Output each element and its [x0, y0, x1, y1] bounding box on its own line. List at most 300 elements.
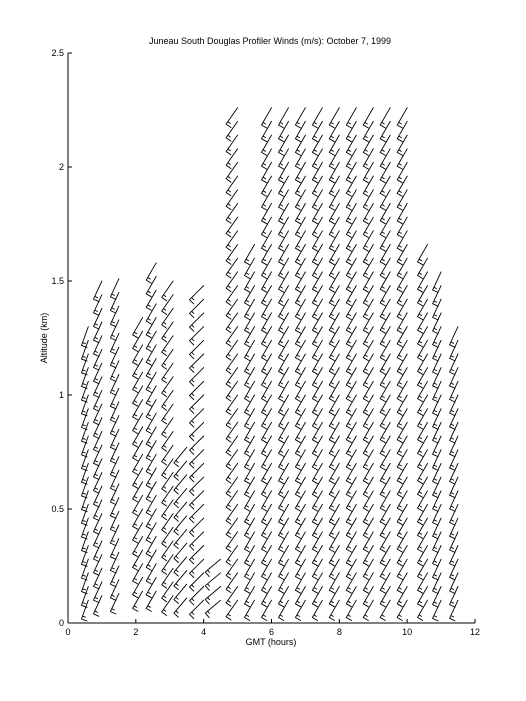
wind-barb	[295, 573, 305, 593]
wind-barb	[295, 450, 305, 470]
y-tick-label: 1.5	[51, 276, 64, 286]
wind-barb	[312, 327, 322, 347]
wind-barb	[380, 450, 390, 470]
wind-barb	[397, 340, 407, 360]
wind-barb	[146, 400, 156, 420]
wind-barb	[262, 504, 272, 524]
wind-barb	[262, 368, 272, 388]
y-tick-label: 0.5	[51, 504, 64, 514]
wind-barb	[346, 149, 356, 169]
wind-barb	[295, 354, 305, 374]
wind-barb	[418, 354, 428, 374]
wind-barb	[133, 495, 143, 515]
wind-barb	[397, 204, 407, 224]
wind-barb	[380, 463, 390, 483]
wind-barb	[329, 217, 339, 237]
wind-barb	[312, 518, 322, 538]
wind-barb	[380, 532, 390, 552]
x-tick-label: 0	[65, 627, 71, 637]
wind-barb	[262, 450, 272, 470]
wind-barb	[279, 286, 289, 306]
wind-barb	[397, 504, 407, 524]
wind-barb	[363, 422, 373, 442]
wind-barb	[397, 135, 407, 155]
wind-barb	[346, 299, 356, 319]
wind-barb	[295, 149, 305, 169]
wind-barb	[312, 272, 322, 292]
wind-barb	[418, 286, 428, 306]
wind-barb	[346, 436, 356, 456]
wind-barb	[418, 504, 428, 524]
wind-barb	[279, 135, 289, 155]
wind-barb	[279, 121, 289, 141]
wind-barb	[380, 546, 390, 566]
wind-barb	[329, 450, 339, 470]
wind-barb	[363, 299, 373, 319]
wind-barb	[397, 368, 407, 388]
wind-barb	[262, 463, 272, 483]
wind-barb	[279, 176, 289, 196]
wind-barb	[262, 600, 272, 620]
wind-barb	[346, 327, 356, 347]
wind-barb	[329, 587, 339, 607]
wind-barb	[346, 286, 356, 306]
wind-barb	[346, 190, 356, 210]
wind-barb	[397, 491, 407, 511]
wind-barb	[363, 477, 373, 497]
wind-barb	[397, 559, 407, 579]
wind-barb	[329, 272, 339, 292]
wind-barb	[146, 345, 156, 365]
wind-barb	[295, 477, 305, 497]
wind-barb	[262, 108, 272, 128]
wind-barb	[397, 176, 407, 196]
wind-barb	[346, 573, 356, 593]
wind-barb	[262, 190, 272, 210]
wind-barb	[363, 395, 373, 415]
wind-barb	[418, 546, 428, 566]
wind-barb	[295, 176, 305, 196]
wind-barb	[146, 318, 156, 338]
wind-barb	[245, 299, 255, 319]
wind-barb	[363, 600, 373, 620]
wind-barb	[346, 559, 356, 579]
wind-barb	[146, 359, 156, 379]
wind-barb	[279, 299, 289, 319]
wind-barb	[329, 546, 339, 566]
wind-barb	[363, 436, 373, 456]
wind-barb	[346, 313, 356, 333]
wind-barb	[397, 272, 407, 292]
wind-barb	[397, 190, 407, 210]
wind-barb	[363, 258, 373, 278]
wind-barb	[312, 463, 322, 483]
wind-barb	[262, 436, 272, 456]
wind-barb	[133, 509, 143, 529]
wind-barb	[363, 190, 373, 210]
wind-barb	[363, 587, 373, 607]
wind-barb	[279, 422, 289, 442]
wind-barb	[146, 536, 156, 556]
x-tick-label: 10	[402, 627, 413, 637]
wind-barb	[418, 491, 428, 511]
wind-barb	[295, 286, 305, 306]
wind-barb	[262, 149, 272, 169]
wind-barb	[279, 491, 289, 511]
wind-barb	[262, 477, 272, 497]
wind-barb	[279, 245, 289, 265]
wind-barb	[262, 162, 272, 182]
wind-barb	[312, 231, 322, 251]
wind-barb	[312, 504, 322, 524]
wind-barb	[380, 217, 390, 237]
wind-barb	[205, 559, 220, 576]
wind-barb	[346, 491, 356, 511]
wind-barb	[380, 231, 390, 251]
wind-barb	[380, 299, 390, 319]
wind-barb	[295, 217, 305, 237]
wind-barb	[329, 477, 339, 497]
chart-title: Juneau South Douglas Profiler Winds (m/s): October 7, 1999	[148, 36, 392, 46]
wind-barb	[346, 395, 356, 415]
wind-barb	[397, 532, 407, 552]
wind-barb	[245, 354, 255, 374]
wind-barb	[133, 536, 143, 556]
wind-barb	[262, 258, 272, 278]
wind-barb	[346, 272, 356, 292]
wind-barb	[312, 204, 322, 224]
wind-barb	[397, 217, 407, 237]
wind-barb	[418, 245, 428, 265]
wind-barb	[363, 463, 373, 483]
wind-barb	[363, 559, 373, 579]
wind-barb	[418, 450, 428, 470]
wind-barb	[262, 176, 272, 196]
wind-barb	[329, 340, 339, 360]
wind-barb	[312, 532, 322, 552]
wind-barb	[329, 162, 339, 182]
wind-barb	[146, 509, 156, 529]
wind-barb	[397, 395, 407, 415]
wind-barb	[312, 217, 322, 237]
wind-barb	[133, 591, 143, 611]
wind-barb	[312, 245, 322, 265]
wind-barb	[363, 409, 373, 429]
wind-barb	[146, 523, 156, 543]
wind-barb	[279, 272, 289, 292]
wind-barb	[380, 162, 390, 182]
wind-barb	[418, 422, 428, 442]
wind-barb	[363, 313, 373, 333]
wind-barb	[380, 477, 390, 497]
wind-barb	[418, 368, 428, 388]
wind-barb	[146, 276, 156, 296]
wind-barb	[418, 340, 428, 360]
wind-barb	[262, 559, 272, 579]
wind-barb	[295, 546, 305, 566]
y-tick-label: 1	[58, 390, 64, 400]
wind-barb	[397, 573, 407, 593]
wind-barb	[329, 573, 339, 593]
wind-barb	[329, 491, 339, 511]
y-axis-ticks	[51, 48, 72, 628]
wind-barb	[146, 468, 156, 488]
wind-barb	[279, 463, 289, 483]
wind-barb	[380, 149, 390, 169]
wind-barb	[205, 587, 220, 605]
wind-barb	[418, 272, 428, 292]
wind-barb	[295, 272, 305, 292]
wind-barb	[245, 546, 255, 566]
wind-barb	[245, 395, 255, 415]
wind-barb	[329, 176, 339, 196]
wind-barb	[245, 436, 255, 456]
wind-barb	[418, 381, 428, 401]
wind-barb	[346, 368, 356, 388]
wind-barb	[262, 204, 272, 224]
wind-barb	[262, 518, 272, 538]
wind-barb	[262, 340, 272, 360]
wind-barb	[418, 587, 428, 607]
wind-barb	[329, 463, 339, 483]
wind-barb	[329, 504, 339, 524]
wind-barb	[133, 372, 143, 392]
wind-barb	[397, 422, 407, 442]
wind-barb	[418, 600, 428, 620]
wind-barb	[346, 381, 356, 401]
wind-barb	[363, 546, 373, 566]
wind-barb	[312, 135, 322, 155]
wind-barb	[279, 354, 289, 374]
wind-barb	[279, 532, 289, 552]
wind-barb	[363, 245, 373, 265]
wind-barb	[295, 491, 305, 511]
wind-barb	[312, 299, 322, 319]
x-tick-label: 4	[201, 627, 207, 637]
wind-barb	[262, 231, 272, 251]
wind-barb	[380, 340, 390, 360]
wind-barb	[380, 491, 390, 511]
wind-barbs	[82, 108, 459, 621]
wind-barb	[346, 121, 356, 141]
wind-barb	[418, 532, 428, 552]
wind-barb	[146, 564, 156, 584]
wind-barb	[397, 299, 407, 319]
wind-barb	[245, 504, 255, 524]
wind-barb	[312, 409, 322, 429]
wind-barb	[146, 427, 156, 447]
wind-barb	[312, 108, 322, 128]
wind-barb	[363, 340, 373, 360]
wind-barb	[329, 600, 339, 620]
wind-barb	[295, 299, 305, 319]
wind-barb	[380, 559, 390, 579]
wind-barb	[110, 279, 119, 300]
wind-barb	[363, 286, 373, 306]
wind-barb	[295, 436, 305, 456]
wind-barb	[279, 559, 289, 579]
wind-barb	[245, 491, 255, 511]
wind-barb	[279, 327, 289, 347]
wind-barb	[329, 436, 339, 456]
wind-barb	[295, 162, 305, 182]
wind-barb	[279, 504, 289, 524]
wind-barb	[245, 600, 255, 620]
wind-barb	[380, 108, 390, 128]
wind-barb	[397, 436, 407, 456]
wind-barb	[418, 299, 428, 319]
wind-barb	[312, 573, 322, 593]
wind-barb	[397, 108, 407, 128]
wind-barb	[312, 546, 322, 566]
wind-barb	[262, 327, 272, 347]
wind-barb	[312, 149, 322, 169]
wind-barb	[397, 354, 407, 374]
wind-barb	[133, 427, 143, 447]
wind-barb	[397, 327, 407, 347]
wind-barb	[329, 354, 339, 374]
wind-barb	[146, 331, 156, 351]
wind-barb	[279, 340, 289, 360]
wind-barb	[279, 546, 289, 566]
wind-barb	[262, 587, 272, 607]
wind-barb	[279, 162, 289, 182]
wind-barb	[295, 121, 305, 141]
wind-barb	[146, 386, 156, 406]
wind-barb	[329, 149, 339, 169]
wind-barb	[262, 354, 272, 374]
wind-barb	[346, 450, 356, 470]
wind-barb	[312, 450, 322, 470]
wind-barb	[279, 231, 289, 251]
wind-barb	[329, 395, 339, 415]
wind-barb	[397, 313, 407, 333]
wind-barb	[363, 518, 373, 538]
wind-barb	[312, 176, 322, 196]
wind-barb	[346, 532, 356, 552]
wind-barb	[329, 108, 339, 128]
wind-barb	[262, 573, 272, 593]
wind-barb	[380, 204, 390, 224]
wind-barb	[245, 573, 255, 593]
wind-barb	[329, 327, 339, 347]
wind-barb	[329, 299, 339, 319]
wind-barb	[133, 413, 143, 433]
x-axis-ticks	[65, 619, 480, 637]
wind-barb	[433, 272, 442, 293]
wind-barb	[329, 204, 339, 224]
wind-barb	[295, 135, 305, 155]
wind-barb	[329, 231, 339, 251]
wind-barb	[295, 463, 305, 483]
wind-barb	[397, 381, 407, 401]
wind-barb	[346, 600, 356, 620]
wind-barb	[346, 231, 356, 251]
x-tick-label: 12	[469, 627, 481, 637]
wind-barb	[450, 327, 458, 348]
wind-barb	[312, 587, 322, 607]
wind-barb	[295, 395, 305, 415]
wind-barb	[397, 162, 407, 182]
wind-barb	[279, 313, 289, 333]
wind-barb	[346, 108, 356, 128]
wind-barb	[363, 108, 373, 128]
wind-barb	[329, 532, 339, 552]
wind-barb	[346, 258, 356, 278]
wind-barb	[346, 587, 356, 607]
wind-barb	[133, 345, 143, 365]
wind-barb	[380, 409, 390, 429]
wind-barb	[380, 587, 390, 607]
wind-barb	[380, 258, 390, 278]
wind-barb	[312, 422, 322, 442]
wind-barb	[397, 121, 407, 141]
wind-barb	[279, 409, 289, 429]
wind-barb	[418, 463, 428, 483]
wind-barb	[363, 176, 373, 196]
wind-barb	[295, 108, 305, 128]
wind-barb	[346, 518, 356, 538]
wind-barb	[295, 381, 305, 401]
wind-barb	[397, 477, 407, 497]
wind-barb	[363, 217, 373, 237]
wind-barb	[245, 587, 255, 607]
wind-barb	[162, 596, 173, 616]
wind-barb	[205, 600, 220, 618]
wind-barb	[295, 313, 305, 333]
wind-barb	[312, 286, 322, 306]
wind-barb	[380, 327, 390, 347]
wind-barb	[312, 354, 322, 374]
wind-barb	[295, 368, 305, 388]
wind-barb	[295, 258, 305, 278]
wind-barb	[133, 331, 143, 351]
wind-barb	[262, 491, 272, 511]
wind-barb	[279, 108, 289, 128]
wind-barb	[346, 162, 356, 182]
wind-barb	[380, 313, 390, 333]
wind-barb	[380, 286, 390, 306]
wind-barb	[245, 559, 255, 579]
wind-barb	[380, 504, 390, 524]
wind-barb	[133, 468, 143, 488]
wind-barb	[363, 135, 373, 155]
wind-barb	[346, 477, 356, 497]
wind-barb	[245, 409, 255, 429]
wind-barb	[329, 422, 339, 442]
wind-barb	[279, 190, 289, 210]
wind-barb	[279, 149, 289, 169]
wind-barb	[279, 518, 289, 538]
wind-barb	[279, 217, 289, 237]
wind-barb	[245, 518, 255, 538]
wind-barb	[329, 286, 339, 306]
wind-barb	[363, 231, 373, 251]
wind-barb	[329, 121, 339, 141]
wind-barb	[329, 518, 339, 538]
wind-barb	[279, 600, 289, 620]
wind-barb	[380, 176, 390, 196]
wind-barb	[295, 409, 305, 429]
wind-barb	[245, 463, 255, 483]
wind-barb	[380, 121, 390, 141]
wind-barb	[295, 587, 305, 607]
wind-barb	[329, 368, 339, 388]
wind-barb	[279, 587, 289, 607]
wind-barb	[380, 135, 390, 155]
wind-barb	[346, 463, 356, 483]
wind-barb	[262, 135, 272, 155]
